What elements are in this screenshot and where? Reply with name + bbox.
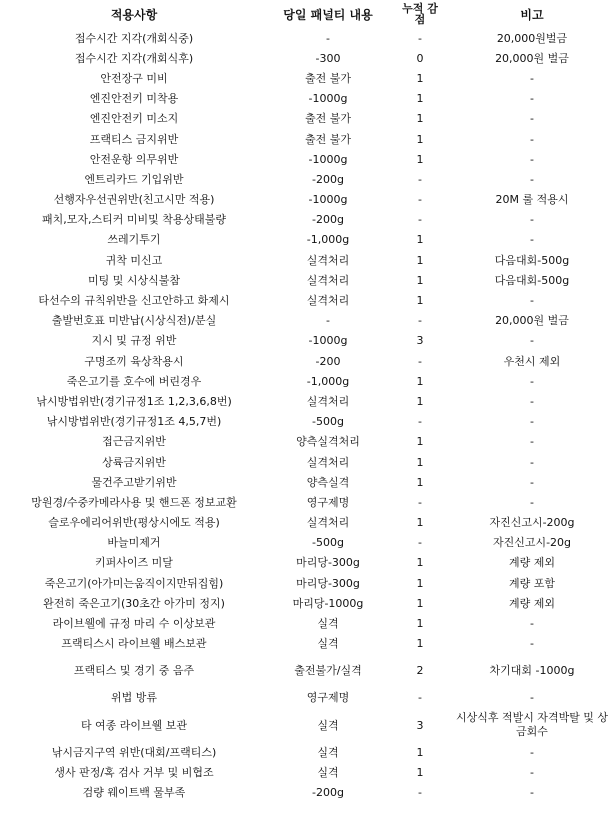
- table-row: [0, 492, 612, 512]
- table-row: [0, 270, 612, 290]
- cell-penalty: -500g: [312, 536, 344, 550]
- cell-item: 위법 방류: [110, 691, 157, 705]
- cell-cumulative: 1: [416, 294, 424, 308]
- cell-penalty: -200g: [312, 785, 344, 799]
- cell-note: 자진신고시-20g: [492, 536, 572, 550]
- cell-penalty: 실격: [317, 617, 339, 631]
- cell-penalty: -: [326, 314, 330, 328]
- cell-note: -: [530, 334, 534, 348]
- cell-note: 20,000원 벌금: [495, 51, 569, 65]
- header-row: [0, 0, 612, 28]
- cell-note: -: [530, 374, 534, 388]
- cell-penalty: -1000g: [308, 334, 348, 348]
- table-row: [0, 210, 612, 230]
- cell-note: -: [530, 765, 534, 779]
- header-item: 적용사항: [110, 7, 158, 22]
- table-row: [0, 48, 612, 68]
- cell-penalty: 실격처리: [306, 294, 350, 308]
- cell-item: 안전운항 의무위반: [89, 152, 179, 166]
- cell-item: 바늘미제거: [107, 536, 161, 550]
- cell-cumulative: 1: [416, 112, 424, 126]
- cell-item: 엔트리카드 기입위반: [84, 172, 184, 186]
- cell-penalty: 실격처리: [306, 455, 350, 469]
- cell-cumulative: -: [418, 172, 422, 186]
- table-row: [0, 533, 612, 553]
- cell-cumulative: -: [418, 314, 422, 328]
- cell-penalty: 출전불가/실격: [294, 664, 362, 678]
- cell-note: 20,000원벌금: [496, 31, 568, 45]
- cell-penalty: -1,000g: [306, 374, 350, 388]
- cell-item: 안전장구 미비: [100, 71, 168, 85]
- cell-cumulative: 1: [416, 475, 424, 489]
- cell-note: -: [530, 415, 534, 429]
- table-row: [0, 634, 612, 654]
- cell-penalty: 실격처리: [306, 253, 350, 267]
- table-row: [0, 190, 612, 210]
- table-row: [0, 613, 612, 633]
- cell-cumulative: 2: [416, 664, 424, 678]
- cell-cumulative: 1: [416, 394, 424, 408]
- cell-note: -: [530, 172, 534, 186]
- cell-penalty: -: [326, 31, 330, 45]
- table-row: [0, 782, 612, 802]
- cell-item: 슬로우에리어위반(평상시에도 적용): [48, 516, 220, 530]
- cell-item: 낚시방법위반(경기규정1조 1,2,3,6,8번): [36, 394, 232, 408]
- cell-cumulative: -: [418, 785, 422, 799]
- cell-penalty: 실격처리: [306, 273, 350, 287]
- cell-note: 계량 포함: [508, 576, 555, 590]
- table-row: [0, 432, 612, 452]
- cell-note: -: [530, 691, 534, 705]
- cell-cumulative: 1: [416, 253, 424, 267]
- cell-penalty: 양측실격: [306, 475, 350, 489]
- cell-item: 패치,모자,스티커 미비및 착용상태불량: [41, 213, 226, 227]
- cell-penalty: 실격처리: [306, 394, 350, 408]
- cell-item: 타 여종 라이브웰 보관: [80, 718, 188, 732]
- cell-item: 죽은고기(아가미는움직이지만뒤집힘): [44, 576, 224, 590]
- table-row: [0, 688, 612, 708]
- cell-cumulative: 1: [416, 152, 424, 166]
- cell-note: -: [530, 435, 534, 449]
- cell-cumulative: -: [418, 415, 422, 429]
- cell-note: 자진신고시-200g: [489, 516, 575, 530]
- cell-note: 우천시 제외: [503, 354, 561, 368]
- cell-item: 미팅 및 시상식불참: [87, 273, 180, 287]
- table-row: [0, 331, 612, 351]
- cell-cumulative: 0: [416, 51, 424, 65]
- cell-note: -: [530, 495, 534, 509]
- cell-note: -: [530, 637, 534, 651]
- cell-penalty: 마리당-300g: [296, 576, 360, 590]
- cell-cumulative: 1: [416, 374, 424, 388]
- cell-penalty: 마리당-1000g: [292, 596, 364, 610]
- table-row: [0, 250, 612, 270]
- cell-cumulative: 1: [416, 455, 424, 469]
- cell-penalty: -200: [315, 354, 341, 368]
- cell-cumulative: 1: [416, 596, 424, 610]
- table-row: [0, 708, 612, 742]
- cell-penalty: -1000g: [308, 152, 348, 166]
- table-row: [0, 513, 612, 533]
- cell-note: -: [530, 617, 534, 631]
- table-row: [0, 371, 612, 391]
- cell-penalty: -1,000g: [306, 233, 350, 247]
- cell-penalty: -500g: [312, 415, 344, 429]
- table-row: [0, 290, 612, 310]
- cell-item: 구명조끼 육상착용시: [84, 354, 184, 368]
- cell-item: 망원경/수중카메라사용 및 핸드폰 정보교환: [31, 495, 237, 509]
- cell-cumulative: 1: [416, 233, 424, 247]
- table-row: [0, 742, 612, 762]
- cell-penalty: -200g: [312, 172, 344, 186]
- cell-item: 귀착 미신고: [105, 253, 163, 267]
- header-cumulative: 누적 감점: [402, 2, 438, 26]
- cell-note: -: [530, 394, 534, 408]
- cell-cumulative: 1: [416, 92, 424, 106]
- cell-cumulative: 1: [416, 71, 424, 85]
- cell-note: 시상식후 적발시 자격박탈 및 상금회수: [455, 711, 609, 738]
- cell-penalty: 출전 불가: [304, 112, 351, 126]
- cell-item: 낚시금지구역 위반(대회/프랙티스): [51, 745, 217, 759]
- cell-item: 물건주고받기위반: [91, 475, 177, 489]
- table-row: [0, 129, 612, 149]
- cell-cumulative: -: [418, 31, 422, 45]
- cell-penalty: 실격: [317, 718, 339, 732]
- cell-item: 검량 웨이트백 물부족: [82, 785, 186, 799]
- table-row: [0, 654, 612, 688]
- cell-cumulative: 1: [416, 745, 424, 759]
- cell-item: 프랙티스 및 경기 중 음주: [73, 664, 195, 678]
- cell-cumulative: -: [418, 536, 422, 550]
- cell-note: -: [530, 455, 534, 469]
- cell-cumulative: 1: [416, 273, 424, 287]
- cell-penalty: 영구제명: [306, 495, 350, 509]
- cell-item: 접수시간 지각(개회식중): [74, 31, 194, 45]
- cell-item: 엔진안전키 미소지: [89, 112, 179, 126]
- cell-note: 20,000원 벌금: [495, 314, 569, 328]
- table-row: [0, 230, 612, 250]
- cell-note: 계량 제외: [508, 556, 555, 570]
- cell-cumulative: -: [418, 193, 422, 207]
- cell-penalty: 출전 불가: [304, 132, 351, 146]
- cell-note: -: [530, 294, 534, 308]
- cell-item: 타선수의 규칙위반을 신고안하고 화제시: [38, 294, 230, 308]
- cell-penalty: 양측실격처리: [296, 435, 360, 449]
- cell-note: -: [530, 132, 534, 146]
- table-row: [0, 169, 612, 189]
- cell-item: 프랙티스시 라이브웰 배스보관: [61, 637, 207, 651]
- table-row: [0, 28, 612, 48]
- cell-penalty: 실격: [317, 765, 339, 779]
- cell-cumulative: -: [418, 354, 422, 368]
- table-row: [0, 573, 612, 593]
- cell-penalty: 실격: [317, 745, 339, 759]
- cell-item: 라이브웰에 규정 마리 수 이상보관: [52, 617, 216, 631]
- cell-cumulative: 1: [416, 637, 424, 651]
- cell-item: 생사 판정/혹 검사 거부 및 비협조: [54, 765, 214, 779]
- table-row: [0, 553, 612, 573]
- cell-cumulative: 1: [416, 765, 424, 779]
- cell-note: -: [530, 475, 534, 489]
- table-row: [0, 762, 612, 782]
- table-row: [0, 452, 612, 472]
- cell-penalty: -1000g: [308, 193, 348, 207]
- cell-cumulative: 1: [416, 576, 424, 590]
- cell-note: 다음대회-500g: [494, 273, 570, 287]
- cell-note: -: [530, 152, 534, 166]
- table-row: [0, 391, 612, 411]
- cell-penalty: 출전 불가: [304, 71, 351, 85]
- cell-cumulative: 3: [416, 718, 424, 732]
- cell-note: 20M 룰 적용시: [495, 193, 569, 207]
- cell-penalty: 실격: [317, 637, 339, 651]
- cell-penalty: 마리당-300g: [296, 556, 360, 570]
- table-row: [0, 149, 612, 169]
- cell-item: 상륙금지위반: [102, 455, 166, 469]
- table-row: [0, 412, 612, 432]
- table-row: [0, 89, 612, 109]
- table-row: [0, 472, 612, 492]
- table-row: [0, 351, 612, 371]
- cell-cumulative: 3: [416, 334, 424, 348]
- cell-item: 지시 및 규정 위반: [91, 334, 177, 348]
- cell-note: -: [530, 71, 534, 85]
- cell-note: 계량 제외: [508, 596, 555, 610]
- cell-item: 키퍼사이즈 미달: [95, 556, 173, 570]
- cell-penalty: -1000g: [308, 92, 348, 106]
- table-row: [0, 109, 612, 129]
- table-row: [0, 311, 612, 331]
- header-penalty: 당일 패널티 내용: [283, 7, 373, 22]
- header-note: 비고: [520, 7, 544, 22]
- cell-item: 프랙티스 금지위반: [89, 132, 179, 146]
- cell-cumulative: 1: [416, 132, 424, 146]
- cell-note: -: [530, 112, 534, 126]
- cell-cumulative: 1: [416, 435, 424, 449]
- cell-item: 접수시간 지각(개회식후): [74, 51, 194, 65]
- cell-penalty: 영구제명: [306, 691, 350, 705]
- cell-cumulative: -: [418, 495, 422, 509]
- cell-item: 완전히 죽은고기(30초간 아가미 정지): [43, 596, 225, 610]
- cell-item: 낚시방법위반(경기규정1조 4,5,7번): [46, 415, 222, 429]
- cell-item: 출발번호표 미반납(시상식전)/분실: [51, 314, 217, 328]
- cell-cumulative: 1: [416, 516, 424, 530]
- cell-penalty: -200g: [312, 213, 344, 227]
- cell-note: -: [530, 213, 534, 227]
- cell-penalty: 실격처리: [306, 516, 350, 530]
- cell-note: 다음대회-500g: [494, 253, 570, 267]
- cell-cumulative: -: [418, 213, 422, 227]
- cell-cumulative: 1: [416, 556, 424, 570]
- cell-item: 엔진안전키 미착용: [89, 92, 179, 106]
- cell-item: 접근금지위반: [102, 435, 166, 449]
- cell-item: 죽은고기를 호수에 버린경우: [66, 374, 202, 388]
- cell-note: -: [530, 785, 534, 799]
- cell-note: 차기대회 -1000g: [489, 663, 575, 677]
- cell-cumulative: 1: [416, 617, 424, 631]
- cell-note: -: [530, 92, 534, 106]
- cell-note: -: [530, 233, 534, 247]
- cell-item: 선행자우선권위반(친고시만 적용): [53, 193, 215, 207]
- table-row: [0, 68, 612, 88]
- cell-cumulative: -: [418, 691, 422, 705]
- table-row: [0, 593, 612, 613]
- cell-item: 쓰레기투기: [107, 233, 161, 247]
- cell-penalty: -300: [315, 51, 341, 65]
- cell-note: -: [530, 745, 534, 759]
